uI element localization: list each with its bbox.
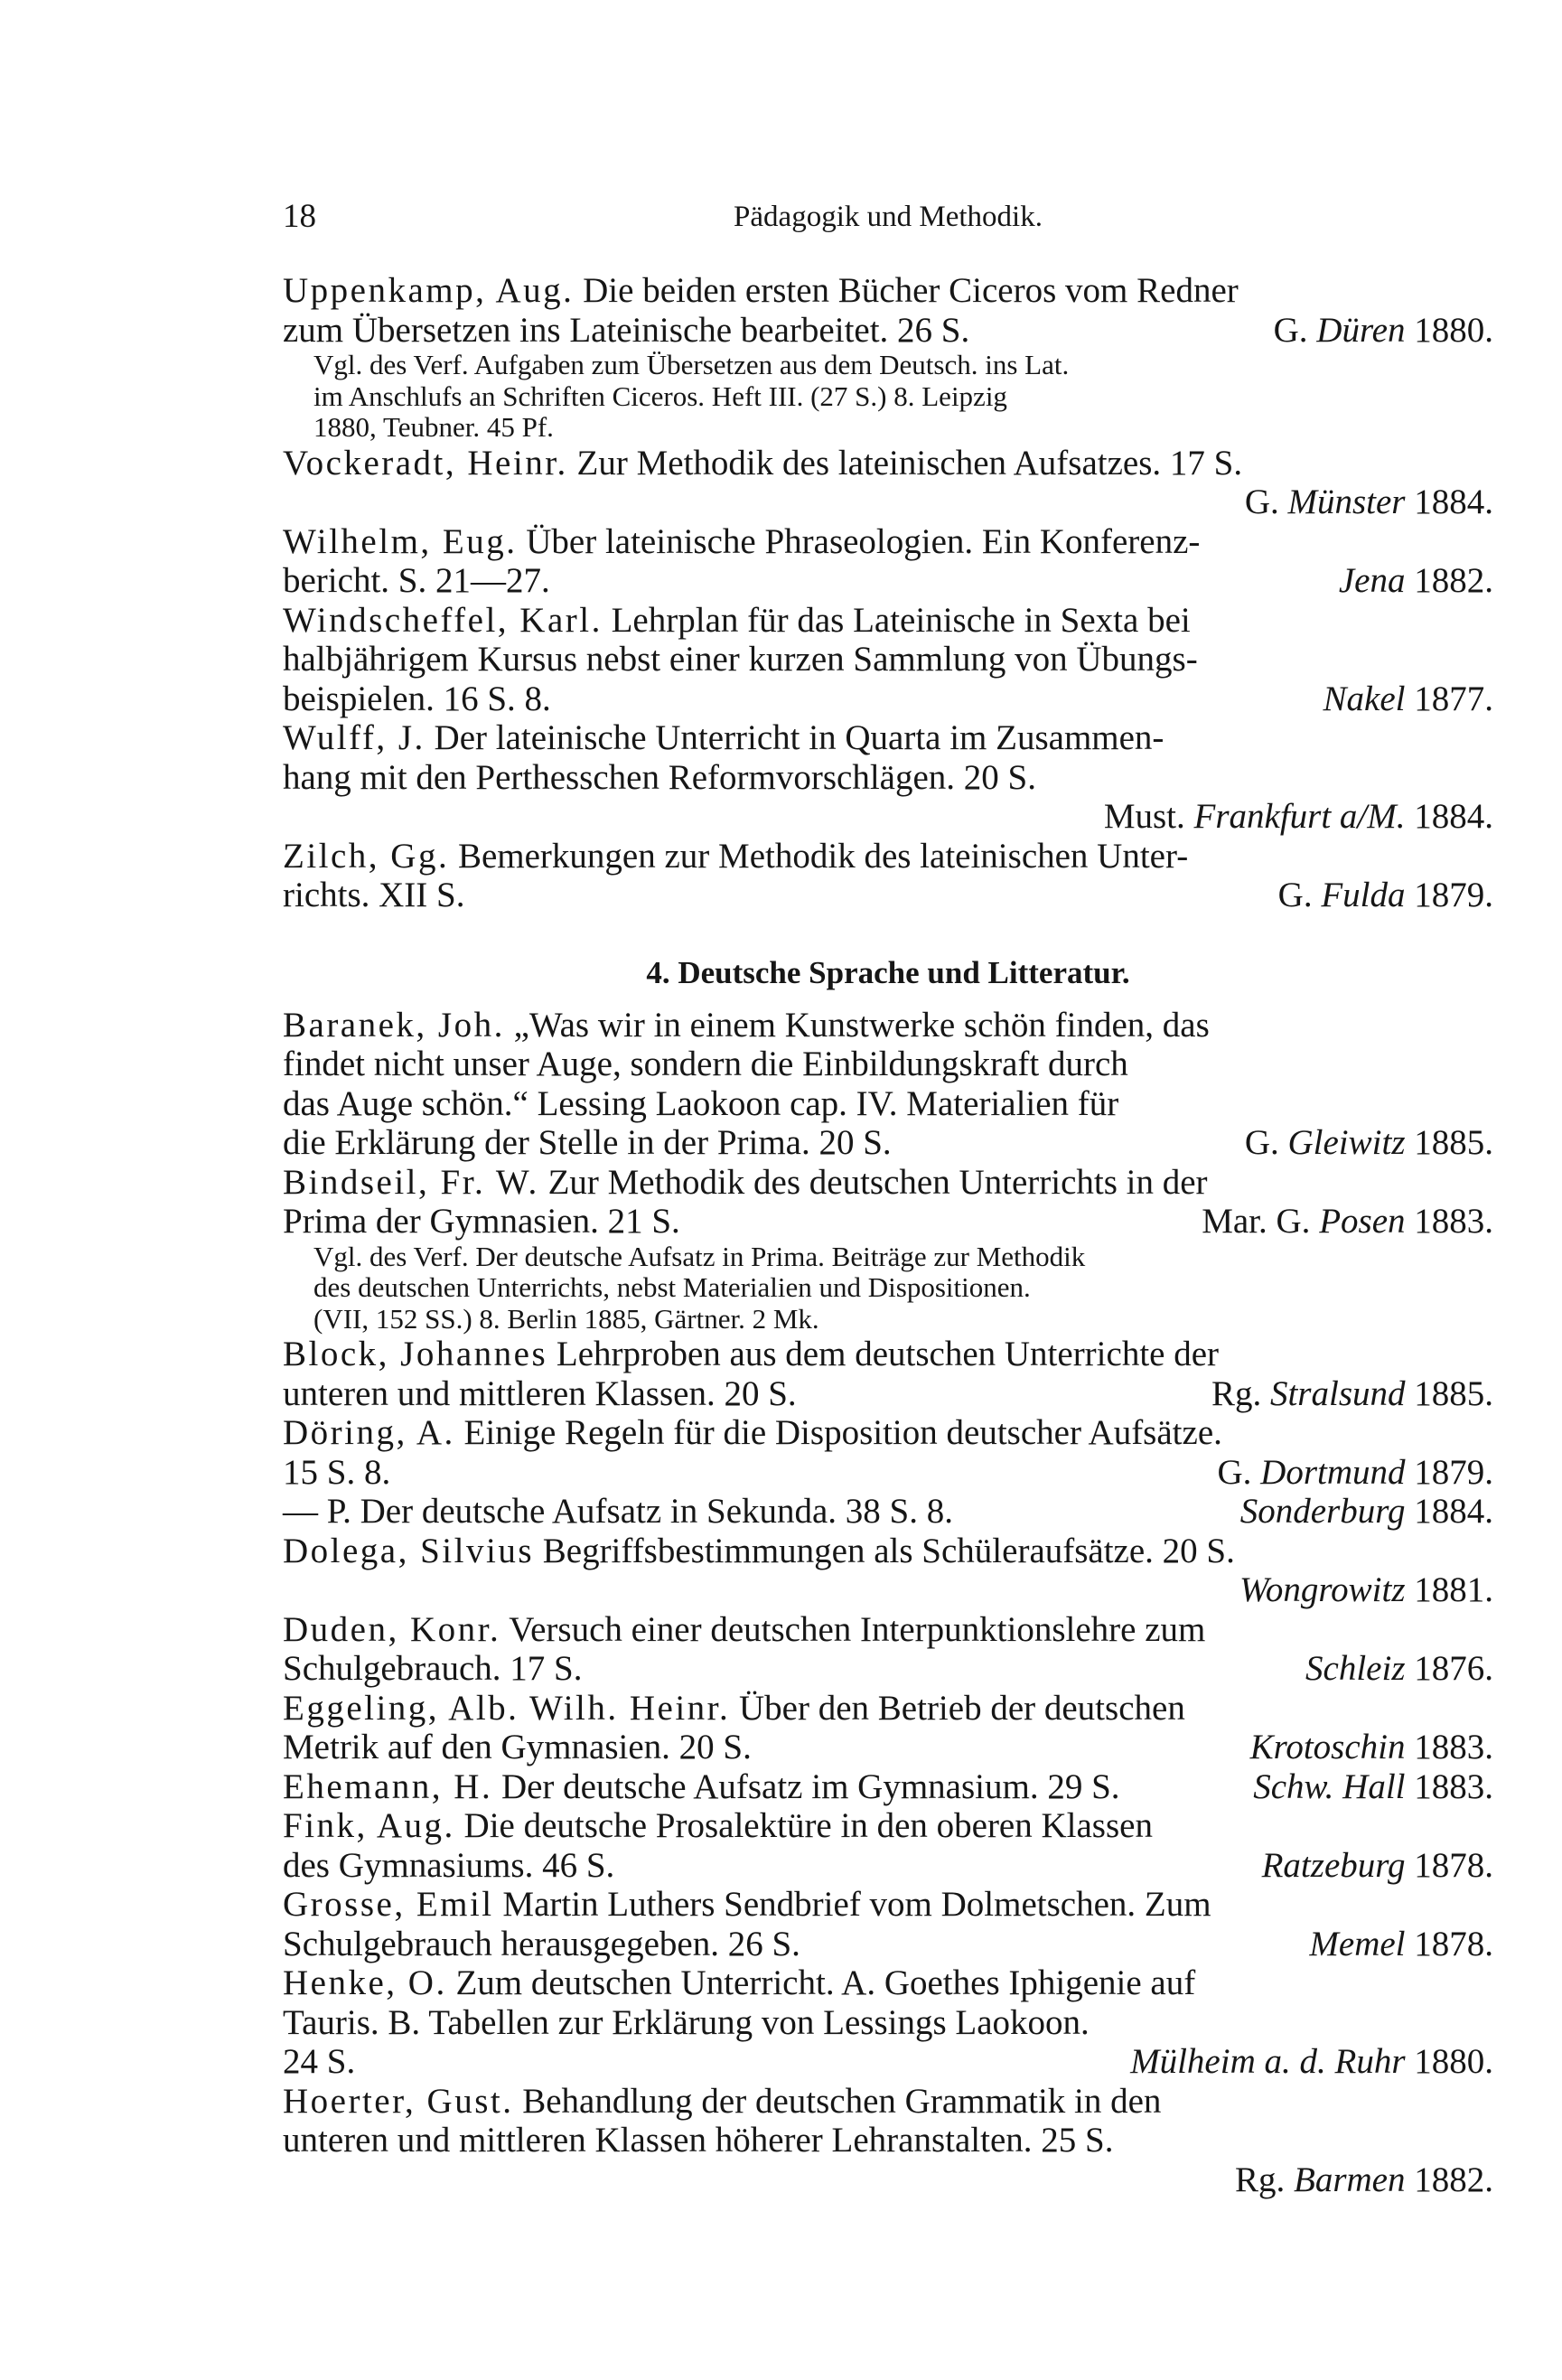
note-line: Vgl. des Verf. Aufgaben zum Übersetzen aus dem Deutsch. ins Lat. [313, 349, 1070, 380]
entry-title-cont: 15 S. 8. [283, 1452, 391, 1492]
entry-title-cont: die Erklärung der Stelle in der Prima. 20 S. [283, 1123, 892, 1162]
entry-title-cont: das Auge schön.“ Lessing Laokoon cap. IV. Materialien für [283, 1083, 1119, 1123]
entry-year: 1885. [1414, 1123, 1493, 1162]
entry-title: Zur Methodik des deutschen Unterrichts in der [547, 1162, 1208, 1202]
entry-last-line [283, 561, 1493, 601]
bib-entry [283, 1163, 1493, 1242]
entry-last-line [283, 1845, 1493, 1886]
entry-school: G. [1273, 310, 1308, 350]
entry-last-line [283, 1649, 1493, 1689]
entry-year: 1878. [1414, 1845, 1493, 1885]
entry-year: 1884. [1414, 797, 1493, 836]
entry-place: Krotoschin [1249, 1728, 1406, 1766]
entry-author: Windscheffel, Karl. [283, 600, 603, 640]
entry-author: Dolega, Silvius [283, 1531, 534, 1570]
entry-title: „Was wir in einem Kunstwerke schön finden, das [513, 1005, 1210, 1045]
entry-title-cont: hang mit den Perthesschen Reformvorschlägen. 20 S. [283, 757, 1036, 797]
entry-year: 1880. [1414, 2042, 1493, 2081]
note-line: im Anschlufs an Schriften Ciceros. Heft III. (27 S.) 8. Leipzig [313, 379, 1007, 412]
note-line: Vgl. des Verf. Der deutsche Aufsatz in Prima. Beiträge zur Methodik [313, 1240, 1086, 1272]
bib-entry [283, 1767, 1493, 1807]
entry-place: Schw. Hall [1253, 1766, 1406, 1806]
entry-title-cont: bericht. S. 21—27. [283, 561, 550, 600]
entry-last-line [283, 2042, 1493, 2082]
entry-title: Behandlung der deutschen Grammatik in den [522, 2081, 1162, 2121]
entry-school: Rg. [1235, 2160, 1286, 2199]
entry-place: Wongrowitz [1239, 1570, 1406, 1609]
entry-title: Einige Regeln für die Disposition deutscher Aufsätze. [463, 1413, 1222, 1452]
bib-entry [283, 522, 1493, 601]
entry-title: Lehrplan für das Lateinische in Sexta bei [611, 600, 1191, 640]
entry-author: Block, Johannes [283, 1335, 548, 1373]
note-line: 1880, Teubner. 45 Pf. [313, 411, 554, 443]
entry-last-line [344, 483, 1493, 522]
entry-author: Ehemann, H. [283, 1766, 493, 1806]
entry-last-line [283, 1202, 1493, 1242]
entry-year: 1883. [1414, 1728, 1493, 1766]
entry-title: Der lateinische Unterricht in Quarta im Zusammen- [434, 718, 1164, 757]
entry-title: Zur Methodik des lateinischen Aufsatzes. 17 S. [576, 443, 1243, 483]
entry-title: Lehrproben aus dem deutschen Unterrichte der [556, 1335, 1220, 1373]
entry-place: Nakel [1323, 679, 1406, 718]
entry-last-line [283, 679, 1493, 719]
entry-year: 1882. [1414, 561, 1493, 600]
entry-note [283, 350, 1493, 444]
entry-place: Mülheim a. d. Ruhr [1130, 2042, 1406, 2081]
entry-place: Posen [1319, 1202, 1406, 1241]
entry-title: Begriffsbestimmungen als Schüleraufsätze. 20 S. [542, 1531, 1235, 1570]
entry-title-cont: Prima der Gymnasien. 21 S. [283, 1202, 680, 1241]
entry-title-cont: Tauris. B. Tabellen zur Erklärung von Lessings Laokoon. [283, 2002, 1090, 2042]
entry-title-cont: 24 S. [283, 2042, 356, 2081]
entry-author: Henke, O. [283, 1963, 447, 2002]
entry-place: Jena [1338, 561, 1406, 600]
section-heading: 4. Deutsche Sprache und Litteratur. [646, 954, 1130, 990]
entry-last-line [344, 2160, 1493, 2200]
entry-note [283, 1242, 1493, 1335]
entry-year: 1877. [1414, 679, 1493, 718]
entry-year: 1876. [1414, 1649, 1493, 1688]
bib-entry [283, 1532, 1493, 1610]
entry-place: Schleiz [1305, 1649, 1406, 1688]
entry-place: Ratzeburg [1261, 1845, 1406, 1885]
entry-author: Vockeradt, Heinr. [283, 443, 568, 483]
entry-author: — P. [283, 1492, 351, 1531]
entry-title: Über den Betrieb der deutschen [739, 1688, 1185, 1728]
entry-year: 1879. [1414, 876, 1493, 914]
bib-entry [283, 601, 1493, 719]
entry-title: Zum deutschen Unterricht. A. Goethes Iphigenie auf [455, 1963, 1196, 2002]
entry-author: Wulff, J. [283, 718, 426, 757]
entry-author: Wilhelm, Eug. [283, 521, 518, 561]
running-title: Pädagogik und Methodik. [734, 201, 1043, 233]
entry-year: 1884. [1414, 483, 1493, 521]
entry-place: Fulda [1321, 876, 1406, 914]
entry-title: Versuch einer deutschen Interpunktionslehre zum [509, 1609, 1206, 1649]
entry-author: Fink, Aug. [283, 1806, 455, 1845]
entry-place: Münster [1287, 483, 1406, 521]
entry-year: 1879. [1414, 1452, 1493, 1492]
entry-school: G. [1244, 483, 1279, 521]
entry-title-cont: unteren und mittleren Klassen höherer Lehranstalten. 25 S. [283, 2121, 1114, 2160]
entry-title-cont: zum Übersetzen ins Lateinische bearbeitet. 26 S. [283, 310, 970, 350]
entry-year: 1883. [1414, 1766, 1493, 1806]
entry-school: G. [1217, 1452, 1252, 1492]
entry-title: Die beiden ersten Bücher Ciceros vom Redner [583, 271, 1239, 310]
page-number: 18 [283, 198, 316, 235]
entry-year: 1884. [1414, 1492, 1493, 1531]
entry-last-line [283, 1924, 1493, 1964]
bib-entry [283, 1689, 1493, 1767]
entry-place: Stralsund [1269, 1373, 1406, 1413]
entry-author: Döring, A. [283, 1413, 455, 1452]
entry-place: Dortmund [1260, 1452, 1406, 1492]
bib-entry [283, 837, 1493, 915]
entry-place: Memel [1309, 1924, 1406, 1963]
entry-last-line [283, 310, 1493, 351]
bib-entry [283, 1806, 1493, 1885]
entry-title: Bemerkungen zur Methodik des lateinischen Unter- [457, 836, 1189, 876]
entry-author: Uppenkamp, Aug. [283, 271, 575, 310]
entry-last-line [344, 797, 1493, 837]
entry-year: 1880. [1414, 310, 1493, 350]
entry-author: Zilch, Gg. [283, 836, 450, 876]
entry-author: Hoerter, Gust. [283, 2081, 514, 2121]
bib-entry [283, 2082, 1493, 2200]
entry-last-line [283, 1373, 1493, 1414]
entry-title-cont: richts. XII S. [283, 876, 465, 914]
entry-title: Der deutsche Aufsatz im Gymnasium. 29 S. [500, 1766, 1120, 1806]
bib-entry [283, 1335, 1493, 1413]
note-line: (VII, 152 SS.) 8. Berlin 1885, Gärtner. 2 Mk. [313, 1302, 819, 1335]
entry-school: Rg. [1211, 1373, 1262, 1413]
entry-title: Martin Luthers Sendbrief vom Dolmetschen. Zum [502, 1885, 1211, 1924]
bib-entry [283, 1006, 1493, 1163]
entry-school: Mar. G. [1202, 1202, 1311, 1241]
entry-title: Die deutsche Prosalektüre in den oberen Klassen [463, 1806, 1153, 1845]
entry-author: Baranek, Joh. [283, 1005, 505, 1045]
bib-entry [283, 1492, 1493, 1532]
entry-title-cont: Schulgebrauch herausgegeben. 26 S. [283, 1924, 800, 1963]
bib-entry [283, 1610, 1493, 1689]
entry-last-line [283, 1452, 1493, 1493]
entry-title-cont: des Gymnasiums. 46 S. [283, 1845, 615, 1885]
entry-year: 1882. [1414, 2160, 1493, 2199]
entry-author: Grosse, Emil [283, 1885, 494, 1924]
entry-last-line [283, 1728, 1493, 1767]
entry-year: 1885. [1414, 1373, 1493, 1413]
entry-title-cont: unteren und mittleren Klassen. 20 S. [283, 1373, 797, 1413]
page-header [283, 197, 1493, 244]
entry-title-cont: findet nicht unser Auge, sondern die Einbildungskraft durch [283, 1045, 1128, 1083]
entry-title: Der deutsche Aufsatz in Sekunda. 38 S. 8. [360, 1492, 953, 1531]
entry-place: Barmen [1294, 2160, 1406, 2199]
entry-last-line [283, 1123, 1493, 1163]
entry-place: Frankfurt a/M. [1193, 797, 1406, 836]
entry-title-cont: Schulgebrauch. 17 S. [283, 1649, 583, 1688]
entry-year: 1878. [1414, 1924, 1493, 1963]
entry-last-line [344, 1570, 1493, 1610]
entry-last-line [283, 1492, 1493, 1532]
entry-title: Über lateinische Phraseologien. Ein Konferenz- [526, 521, 1201, 561]
bib-entry [283, 271, 1493, 350]
entry-place: Düren [1316, 310, 1406, 350]
bib-entry [283, 1413, 1493, 1492]
entry-title-cont: Metrik auf den Gymnasien. 20 S. [283, 1728, 752, 1766]
entry-school: Must. [1103, 797, 1185, 836]
entry-place: Sonderburg [1239, 1492, 1406, 1531]
entry-place: Gleiwitz [1287, 1123, 1406, 1162]
bib-entry [283, 1963, 1493, 2082]
entry-year: 1881. [1414, 1570, 1493, 1609]
entry-year: 1883. [1414, 1202, 1493, 1241]
entry-last-line [283, 1766, 1493, 1807]
entry-title-cont: halbjährigem Kursus nebst einer kurzen Sammlung von Übungs- [283, 640, 1198, 679]
bib-entry [283, 444, 1493, 522]
entry-author: Bindseil, Fr. W. [283, 1162, 539, 1202]
bib-entry [283, 1885, 1493, 1963]
entry-school: G. [1244, 1123, 1279, 1162]
entry-title-cont: beispielen. 16 S. 8. [283, 679, 551, 718]
entry-last-line [283, 876, 1493, 915]
bib-entry [283, 718, 1493, 837]
entry-author: Duden, Konr. [283, 1609, 501, 1649]
page-content [283, 271, 1493, 2199]
entry-school: G. [1277, 876, 1313, 914]
entry-author: Eggeling, Alb. Wilh. Heinr. [283, 1688, 731, 1728]
note-line: des deutschen Unterrichts, nebst Materialien und Dispositionen. [313, 1271, 1031, 1303]
